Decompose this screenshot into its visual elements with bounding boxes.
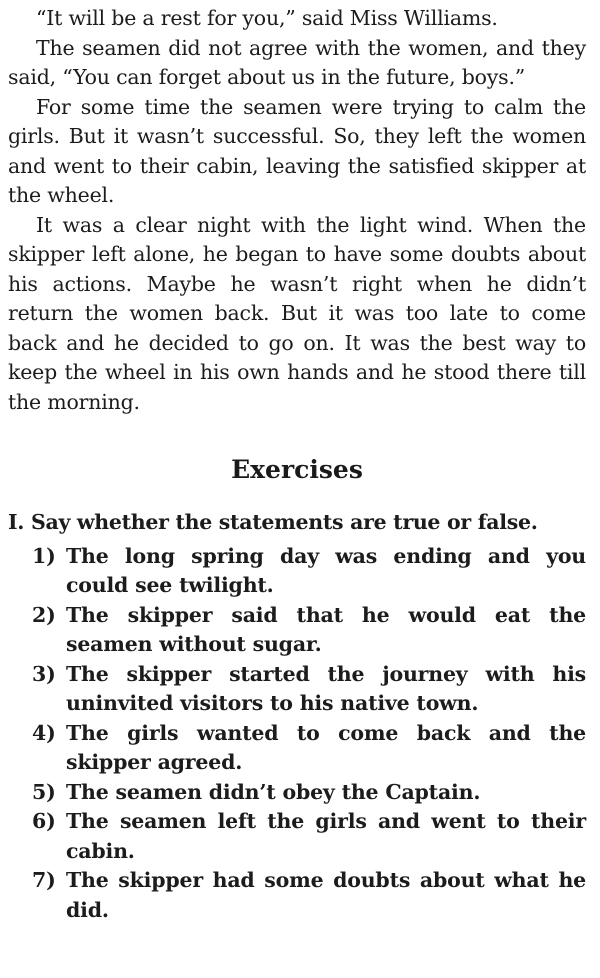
story-paragraph: It was a clear night with the light wind. When the skipper left alone, he began to have some doubts about his actions. Maybe he wasn’t right when he didn’t return the women back. But it was too late to come back and he decided to go on. It was the best way to keep the wheel in his own hands and he stood there till the morning. <box>8 212 586 414</box>
story-paragraph: The seamen did not agree with the women, and they said, “You can forget about us in the future, boys.” <box>8 35 586 89</box>
story-paragraph: For some time the seamen were trying to calm the girls. But it wasn’t successful. So, they left the women and went to their cabin, leaving the satisfied skipper at the wheel. <box>8 94 586 207</box>
exercise-number: 5) <box>32 779 56 804</box>
exercise-number: 1) <box>32 543 56 568</box>
exercise-list <box>8 542 586 926</box>
exercise-number: 2) <box>32 602 56 627</box>
exercise-item <box>8 660 586 719</box>
exercise-statement: The girls wanted to come back and the skipper agreed. <box>66 720 586 774</box>
exercise-item <box>8 778 586 808</box>
exercise-number: 6) <box>32 809 56 833</box>
exercise-number: 7) <box>32 868 56 892</box>
exercise-item <box>8 719 586 778</box>
exercise-statement: The skipper said that he would eat the seamen without sugar. <box>66 602 586 656</box>
exercise-item <box>8 866 586 925</box>
exercise-item <box>8 807 586 866</box>
exercise-statement: The skipper started the journey with his uninvited visitors to his native town. <box>66 661 586 715</box>
exercise-number: 3) <box>32 661 56 686</box>
exercise-statement: The long spring day was ending and you could see twilight. <box>66 543 586 597</box>
exercise-item <box>8 542 586 601</box>
exercise-item <box>8 601 586 660</box>
story-paragraph: “It will be a rest for you,” said Miss Williams. <box>36 6 498 30</box>
exercise-number: 4) <box>32 720 56 745</box>
exercise-section-title: I. Say whether the statements are true or false. <box>8 510 538 534</box>
exercises-heading: Exercises <box>231 455 363 484</box>
exercise-statement: The skipper had some doubts about what he did. <box>66 868 586 922</box>
exercise-statement: The seamen left the girls and went to their cabin. <box>66 809 586 863</box>
exercise-statement: The seamen didn’t obey the Captain. <box>66 779 481 804</box>
